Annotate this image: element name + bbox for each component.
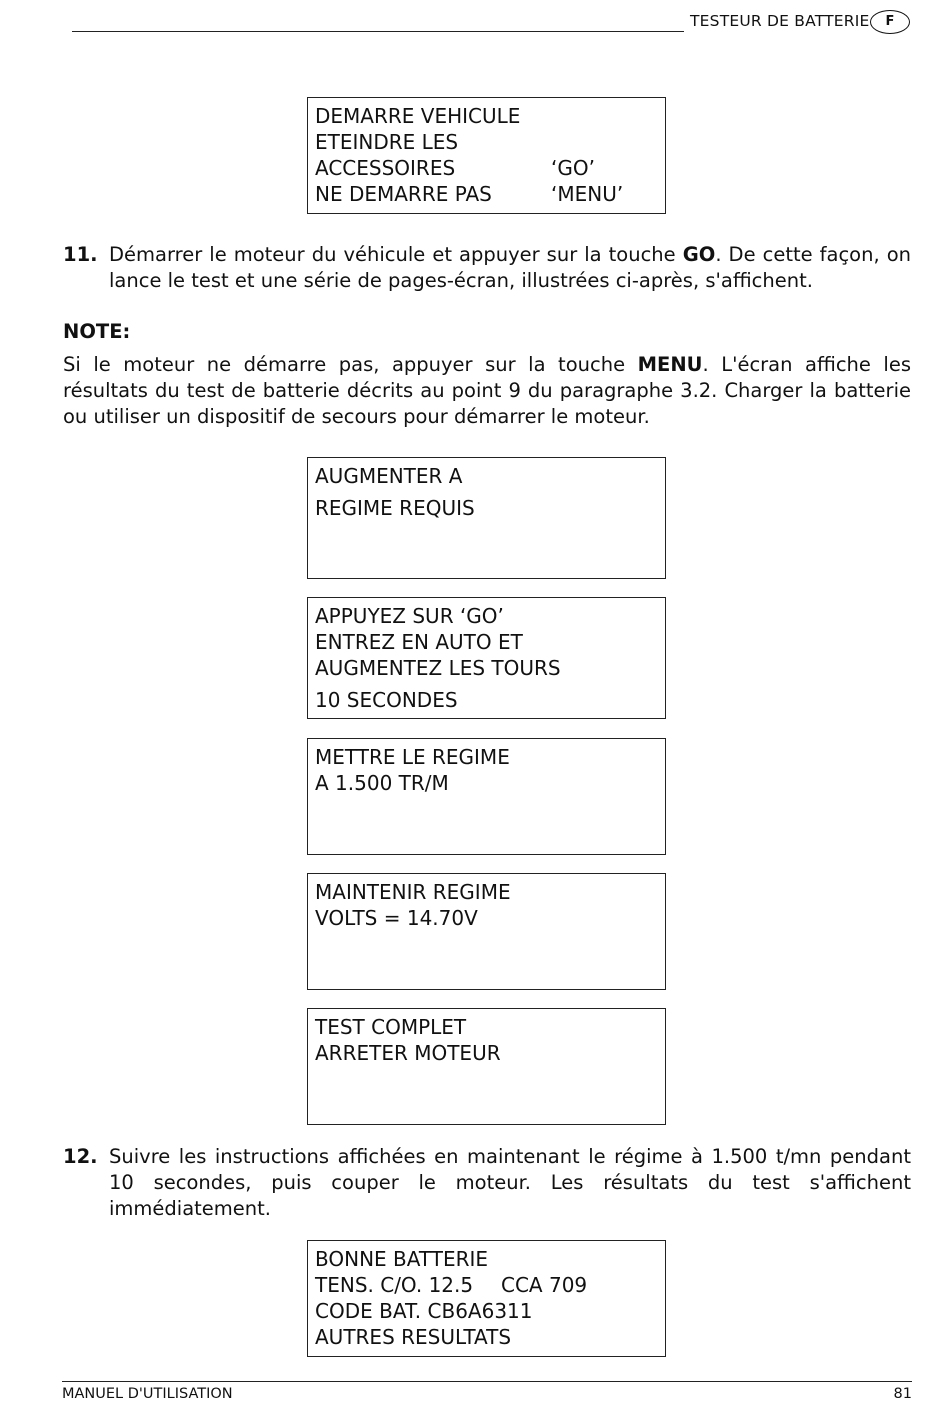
step-text-part: . De cette façon, on lance le test et une série de pages-écran, illustrées ci-après, s'affichent. xyxy=(109,243,911,292)
screen-text: METTRE LE REGIME xyxy=(315,745,510,769)
screen-line xyxy=(315,1324,658,1350)
lcd-screen-results xyxy=(307,1240,666,1357)
lcd-screen-press-go xyxy=(307,597,666,719)
page-header xyxy=(72,10,910,36)
screen-text: ACCESSOIRES xyxy=(315,156,456,180)
screen-line xyxy=(315,129,658,155)
screen-line xyxy=(315,687,658,713)
screen-line xyxy=(315,603,658,629)
step-11 xyxy=(63,242,911,294)
step-text xyxy=(109,242,911,294)
screen-line xyxy=(315,1014,658,1040)
screen-line xyxy=(315,181,658,207)
screen-key-go: ‘GO’ xyxy=(551,156,595,180)
screen-text: 10 SECONDES xyxy=(315,688,458,712)
lcd-screen-start-vehicle xyxy=(307,97,666,214)
screen-text: BONNE BATTERIE xyxy=(315,1247,489,1271)
key-go: GO xyxy=(682,243,716,266)
footer-manual-title: MANUEL D'UTILISATION xyxy=(62,1386,233,1402)
screen-text: A 1.500 TR/M xyxy=(315,771,449,795)
screen-text: AUTRES RESULTATS xyxy=(315,1325,512,1349)
page-footer xyxy=(62,1381,912,1406)
screen-line xyxy=(315,495,658,521)
screen-line xyxy=(315,103,658,129)
screen-line xyxy=(315,629,658,655)
screen-text: TENS. C/O. 12.5 xyxy=(315,1273,474,1297)
screen-text: NE DEMARRE PAS xyxy=(315,182,492,206)
screen-cca-value: CCA 709 xyxy=(501,1273,588,1297)
step-text-part: Démarrer le moteur du véhicule et appuyer sur la touche xyxy=(109,243,683,266)
header-rule xyxy=(72,31,684,32)
note-text xyxy=(63,352,911,430)
screen-text: TEST COMPLET xyxy=(315,1015,467,1039)
note-text-part: . L'écran affiche les résultats du test de batterie décrits au point 9 du paragraphe 3.2. Charger la batterie ou utiliser un dispositif de secours pour démarrer le moteur. xyxy=(63,353,912,428)
screen-text: ENTREZ EN AUTO ET xyxy=(315,630,523,654)
lcd-screen-raise-rpm xyxy=(307,457,666,579)
language-badge: F xyxy=(870,10,910,34)
screen-line xyxy=(315,1272,658,1298)
screen-line xyxy=(315,744,658,770)
step-12 xyxy=(63,1144,911,1222)
screen-line xyxy=(315,1040,658,1066)
note-title: NOTE: xyxy=(63,320,131,343)
screen-text: DEMARRE VEHICULE xyxy=(315,104,521,128)
page-number: 81 xyxy=(893,1386,912,1402)
screen-line xyxy=(315,1246,658,1272)
screen-line xyxy=(315,155,658,181)
lcd-screen-set-rpm xyxy=(307,738,666,855)
screen-text: APPUYEZ SUR ‘GO’ xyxy=(315,604,504,628)
screen-line xyxy=(315,905,658,931)
screen-line xyxy=(315,1298,658,1324)
screen-text: CODE BAT. CB6A6311 xyxy=(315,1299,533,1323)
step-text: Suivre les instructions affichées en maintenant le régime à 1.500 t/mn pendant 10 secondes, puis couper le moteur. Les résultats du test s'affichent immédiatement. xyxy=(109,1145,911,1220)
step-number: 12. xyxy=(63,1145,98,1168)
screen-text: AUGMENTEZ LES TOURS xyxy=(315,656,561,680)
screen-text: ARRETER MOTEUR xyxy=(315,1041,501,1065)
lcd-screen-hold-rpm xyxy=(307,873,666,990)
screen-text: VOLTS = 14.70V xyxy=(315,906,478,930)
screen-text: AUGMENTER A xyxy=(315,464,463,488)
screen-key-menu: ‘MENU’ xyxy=(551,182,624,206)
screen-text: REGIME REQUIS xyxy=(315,496,475,520)
note-text-part: Si le moteur ne démarre pas, appuyer sur la touche xyxy=(63,353,638,376)
screen-line xyxy=(315,463,658,495)
screen-line xyxy=(315,655,658,687)
screen-line xyxy=(315,879,658,905)
screen-text: ETEINDRE LES xyxy=(315,130,459,154)
key-menu: MENU xyxy=(637,353,703,376)
screen-line xyxy=(315,770,658,796)
header-title: TESTEUR DE BATTERIE xyxy=(690,12,870,30)
lcd-screen-test-complete xyxy=(307,1008,666,1125)
screen-text: MAINTENIR REGIME xyxy=(315,880,511,904)
step-number: 11. xyxy=(63,243,98,266)
